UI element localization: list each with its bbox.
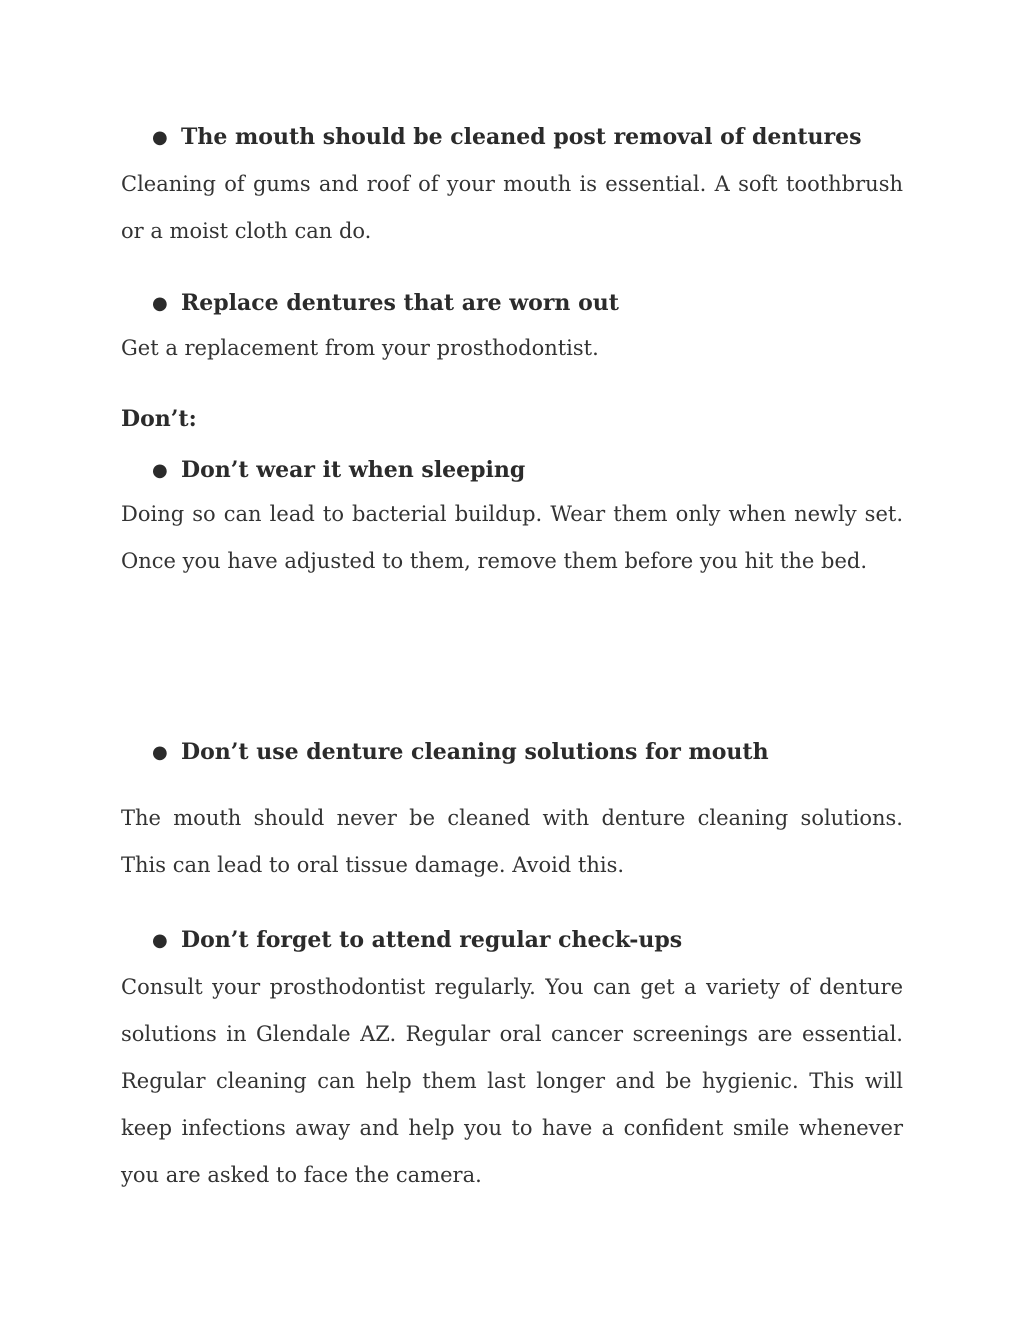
bullet-item-dont-use-solutions (152, 737, 769, 768)
bullet-icon: ● (152, 930, 168, 951)
bullet-heading: Don’t forget to attend regular check-ups (181, 927, 683, 953)
bullet-icon: ● (152, 460, 168, 481)
bullet-icon: ● (152, 293, 168, 314)
bullet-item-checkups (152, 925, 682, 956)
bullet-item-dont-sleep (152, 455, 525, 486)
paragraph-replace-dentures: Get a replacement from your prosthodontist. (121, 336, 599, 360)
paragraph-dont-sleep: Doing so can lead to bacterial buildup. Wear them only when newly set. Once you have adjusted to them, remove them before you hit the bed. (121, 502, 903, 573)
bullet-item-replace-dentures (152, 288, 619, 319)
dont-heading: Don’t: (121, 406, 197, 432)
bullet-heading: Don’t use denture cleaning solutions for mouth (181, 739, 769, 765)
bullet-icon: ● (152, 127, 168, 148)
bullet-icon: ● (152, 742, 168, 763)
bullet-heading: Don’t wear it when sleeping (181, 457, 526, 483)
paragraph-clean-mouth: Cleaning of gums and roof of your mouth is essential. A soft toothbrush or a moist cloth can do. (121, 172, 903, 243)
bullet-heading: Replace dentures that are worn out (181, 290, 619, 316)
paragraph-checkups: Consult your prosthodontist regularly. You can get a variety of denture solutions in Glendale AZ. Regular oral cancer screenings are essential. Regular cleaning can help them last longer and be hygienic. This will keep infections away and help you to have a confident smile whenever you are asked to face the camera. (121, 975, 903, 1187)
bullet-item-clean-mouth (152, 122, 861, 153)
bullet-heading: The mouth should be cleaned post removal of dentures (181, 124, 862, 150)
paragraph-dont-use-solutions: The mouth should never be cleaned with denture cleaning solutions. This can lead to oral tissue damage. Avoid this. (121, 806, 903, 877)
